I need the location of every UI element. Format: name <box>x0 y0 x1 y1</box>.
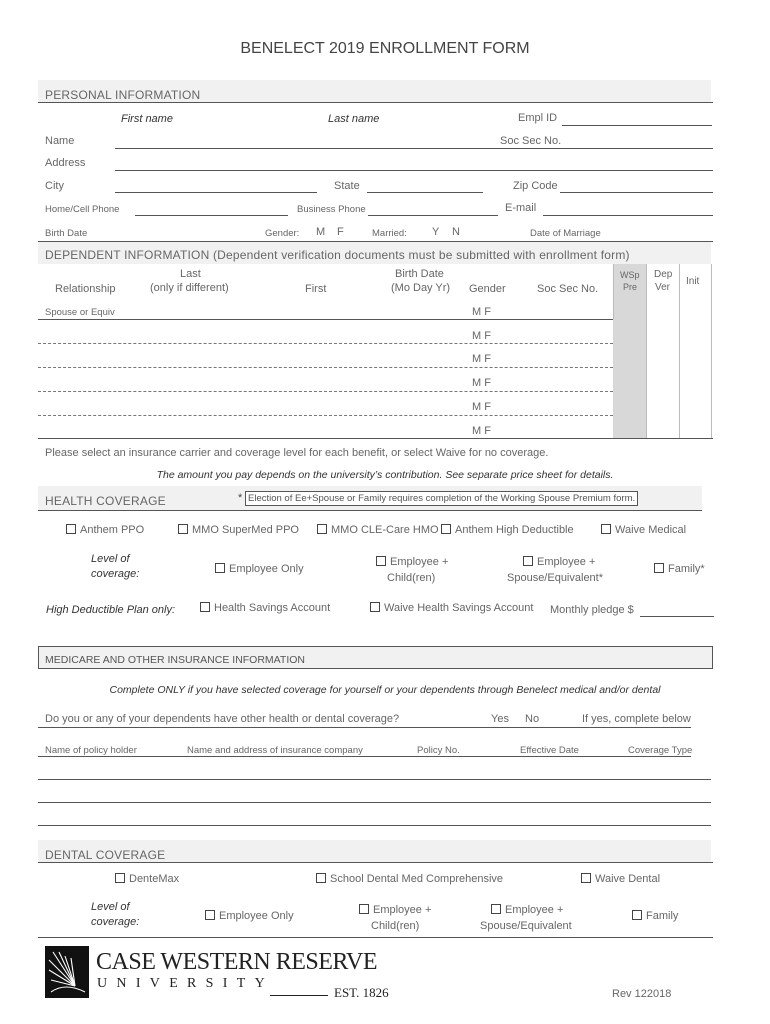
dep-col-relationship: Relationship <box>55 283 116 295</box>
health-level-employee-spouse-b: Spouse/Equivalent* <box>507 572 604 584</box>
dep-row3-gender[interactable]: M F <box>472 353 491 365</box>
dep-col-wsp-sub: Pre <box>623 282 638 292</box>
business-phone-field[interactable] <box>368 215 498 216</box>
other-coverage-yes[interactable]: Yes <box>491 713 509 725</box>
checkbox-icon <box>581 873 591 883</box>
home-phone-field[interactable] <box>135 215 288 216</box>
election-note: Election of Ee+Spouse or Family requires completion of the Working Spouse Premium form. <box>245 491 638 506</box>
dep-row2-gender[interactable]: M F <box>472 330 491 342</box>
dep-row6-gender[interactable]: M F <box>472 425 491 437</box>
health-level-label-1: Level of <box>91 553 130 565</box>
dental-level-employee-children[interactable]: Employee + <box>359 904 431 916</box>
checkbox-icon <box>178 524 188 534</box>
dep-col-first: First <box>305 283 327 295</box>
checkbox-icon <box>215 563 225 573</box>
dental-level-employee-only[interactable]: Employee Only <box>205 910 294 922</box>
medicare-note: Complete ONLY if you have selected coverage for yourself or your dependents through Benelect medical and/or dental <box>109 684 661 696</box>
dental-plan-dentemax[interactable]: DenteMax <box>115 873 179 885</box>
email-label: E-mail <box>505 202 537 214</box>
dep-col-ssn: Soc Sec No. <box>537 283 599 295</box>
checkbox-icon <box>601 524 611 534</box>
waive-hsa-option[interactable]: Waive Health Savings Account <box>370 602 533 614</box>
checkbox-icon <box>632 910 642 920</box>
married-y-option[interactable]: Y <box>432 226 440 238</box>
dental-plan-waive[interactable]: Waive Dental <box>581 873 660 885</box>
health-level-family[interactable]: Family* <box>654 563 705 575</box>
address-label: Address <box>45 157 86 169</box>
col-effective-date: Effective Date <box>520 745 579 756</box>
date-of-marriage-label: Date of Marriage <box>530 228 601 239</box>
checkbox-icon <box>376 556 386 566</box>
plan-anthem-ppo[interactable]: Anthem PPO <box>66 524 144 536</box>
health-level-employee-children[interactable]: Employee + <box>376 556 448 568</box>
checkbox-icon <box>317 524 327 534</box>
dental-level-employee-spouse-b: Spouse/Equivalent <box>480 920 572 932</box>
checkbox-icon <box>200 602 210 612</box>
checkbox-icon <box>523 556 533 566</box>
dep-row5-line[interactable] <box>38 415 613 416</box>
insurance-row-1[interactable] <box>38 779 711 780</box>
plan-mmo-supermed[interactable]: MMO SuperMed PPO <box>178 524 299 536</box>
business-phone-label: Business Phone <box>297 204 366 215</box>
dep-row5-gender[interactable]: M F <box>472 401 491 413</box>
soc-sec-label: Soc Sec No. <box>500 135 562 147</box>
insurance-row-3[interactable] <box>38 825 711 826</box>
health-level-employee-spouse[interactable]: Employee + <box>523 556 595 568</box>
university-name: CASE WESTERN RESERVE <box>96 949 377 975</box>
checkbox-icon <box>441 524 451 534</box>
hsa-option[interactable]: Health Savings Account <box>200 602 330 614</box>
dep-col-dep-sub: Ver <box>655 282 671 293</box>
empl-id-field[interactable] <box>562 125 712 126</box>
dental-level-label-1: Level of <box>91 901 130 913</box>
state-label: State <box>334 180 360 192</box>
health-level-employee-only[interactable]: Employee Only <box>215 563 304 575</box>
home-phone-label: Home/Cell Phone <box>45 204 120 215</box>
zip-label: Zip Code <box>513 180 558 192</box>
plan-waive-medical[interactable]: Waive Medical <box>601 524 686 536</box>
dental-level-family[interactable]: Family <box>632 910 678 922</box>
revision: Rev 122018 <box>612 988 672 1000</box>
election-star: * <box>238 492 243 504</box>
dep-col-last: Last <box>180 268 201 280</box>
birth-date-label: Birth Date <box>45 228 88 239</box>
col-coverage-type: Coverage Type <box>628 745 693 756</box>
checkbox-icon <box>66 524 76 534</box>
monthly-pledge-label: Monthly pledge $ <box>550 604 634 616</box>
name-label: Name <box>45 135 75 147</box>
university-est: EST. 1826 <box>334 985 389 1000</box>
dental-plan-school[interactable]: School Dental Med Comprehensive <box>316 873 503 885</box>
empl-id-label: Empl ID <box>518 112 558 124</box>
col-insurance-company: Name and address of insurance company <box>187 745 363 756</box>
dep-col-dep: Dep <box>654 269 673 280</box>
dental-level-employee-children-b: Child(ren) <box>371 920 420 932</box>
gender-label: Gender: <box>265 228 300 239</box>
checkbox-icon <box>491 904 501 914</box>
zip-field[interactable] <box>560 192 713 193</box>
state-field[interactable] <box>367 192 483 193</box>
checkbox-icon <box>359 904 369 914</box>
gender-m-option[interactable]: M <box>316 226 326 238</box>
price-note: The amount you pay depends on the university’s contribution. See separate price sheet for details. <box>156 469 614 481</box>
checkbox-icon <box>654 563 664 573</box>
other-coverage-no[interactable]: No <box>525 713 540 725</box>
dep-row4-line[interactable] <box>38 391 613 392</box>
if-yes-note: If yes, complete below <box>582 713 691 725</box>
dep-col-birth: Birth Date <box>395 268 444 280</box>
dep-row2-line[interactable] <box>38 343 613 344</box>
checkbox-icon <box>205 910 215 920</box>
dep-col-init: Init <box>686 276 700 287</box>
first-name-caption: First name <box>121 113 173 125</box>
dental-level-label-2: coverage: <box>91 916 140 928</box>
col-policy-no: Policy No. <box>417 745 460 756</box>
last-name-caption: Last name <box>328 113 380 125</box>
checkbox-icon <box>115 873 125 883</box>
form-title: BENELECT 2019 ENROLLMENT FORM <box>240 40 530 57</box>
insurance-row-2[interactable] <box>38 802 711 803</box>
address-field[interactable] <box>115 170 713 171</box>
university-sub: UNIVERSITY <box>97 976 274 991</box>
dep-col-birth-sub: (Mo Day Yr) <box>391 282 451 294</box>
dep-row1-relationship: Spouse or Equiv <box>45 307 115 318</box>
university-seal-icon <box>45 946 89 998</box>
dep-col-last-sub: (only if different) <box>150 282 229 294</box>
medicare-heading: MEDICARE AND OTHER INSURANCE INFORMATION <box>45 654 305 666</box>
dental-heading: DENTAL COVERAGE <box>45 848 166 862</box>
city-field[interactable] <box>115 192 317 193</box>
logo-rule <box>270 995 328 996</box>
dep-row1-gender[interactable]: M F <box>472 306 491 318</box>
monthly-pledge-field[interactable] <box>640 616 714 617</box>
plan-mmo-cle-care[interactable]: MMO CLE-Care HMO <box>317 524 439 536</box>
health-level-employee-children-b: Child(ren) <box>387 572 436 584</box>
dep-col-gender: Gender <box>469 283 506 295</box>
health-heading: HEALTH COVERAGE <box>45 494 166 508</box>
dep-row3-line[interactable] <box>38 367 613 368</box>
carrier-instruction: Please select an insurance carrier and coverage level for each benefit, or select Waive for no coverage. <box>45 447 549 459</box>
col-policy-holder: Name of policy holder <box>45 745 137 756</box>
married-label: Married: <box>372 228 407 239</box>
dep-col-wsp: WSp <box>620 270 640 280</box>
checkbox-icon <box>370 602 380 612</box>
health-level-label-2: coverage: <box>91 568 140 580</box>
plan-anthem-high-deductible[interactable]: Anthem High Deductible <box>441 524 574 536</box>
checkbox-icon <box>316 873 326 883</box>
dependent-heading: DEPENDENT INFORMATION (Dependent verification documents must be submitted with enrollment form) <box>45 248 630 262</box>
dep-row4-gender[interactable]: M F <box>472 377 491 389</box>
hdp-label: High Deductible Plan only: <box>46 604 176 616</box>
name-field[interactable] <box>115 148 713 149</box>
city-label: City <box>45 180 64 192</box>
married-n-option[interactable]: N <box>452 226 460 238</box>
gender-f-option[interactable]: F <box>337 226 344 238</box>
other-coverage-question: Do you or any of your dependents have other health or dental coverage? <box>45 713 400 725</box>
email-field[interactable] <box>543 215 713 216</box>
personal-heading: PERSONAL INFORMATION <box>45 88 201 102</box>
dental-level-employee-spouse[interactable]: Employee + <box>491 904 563 916</box>
